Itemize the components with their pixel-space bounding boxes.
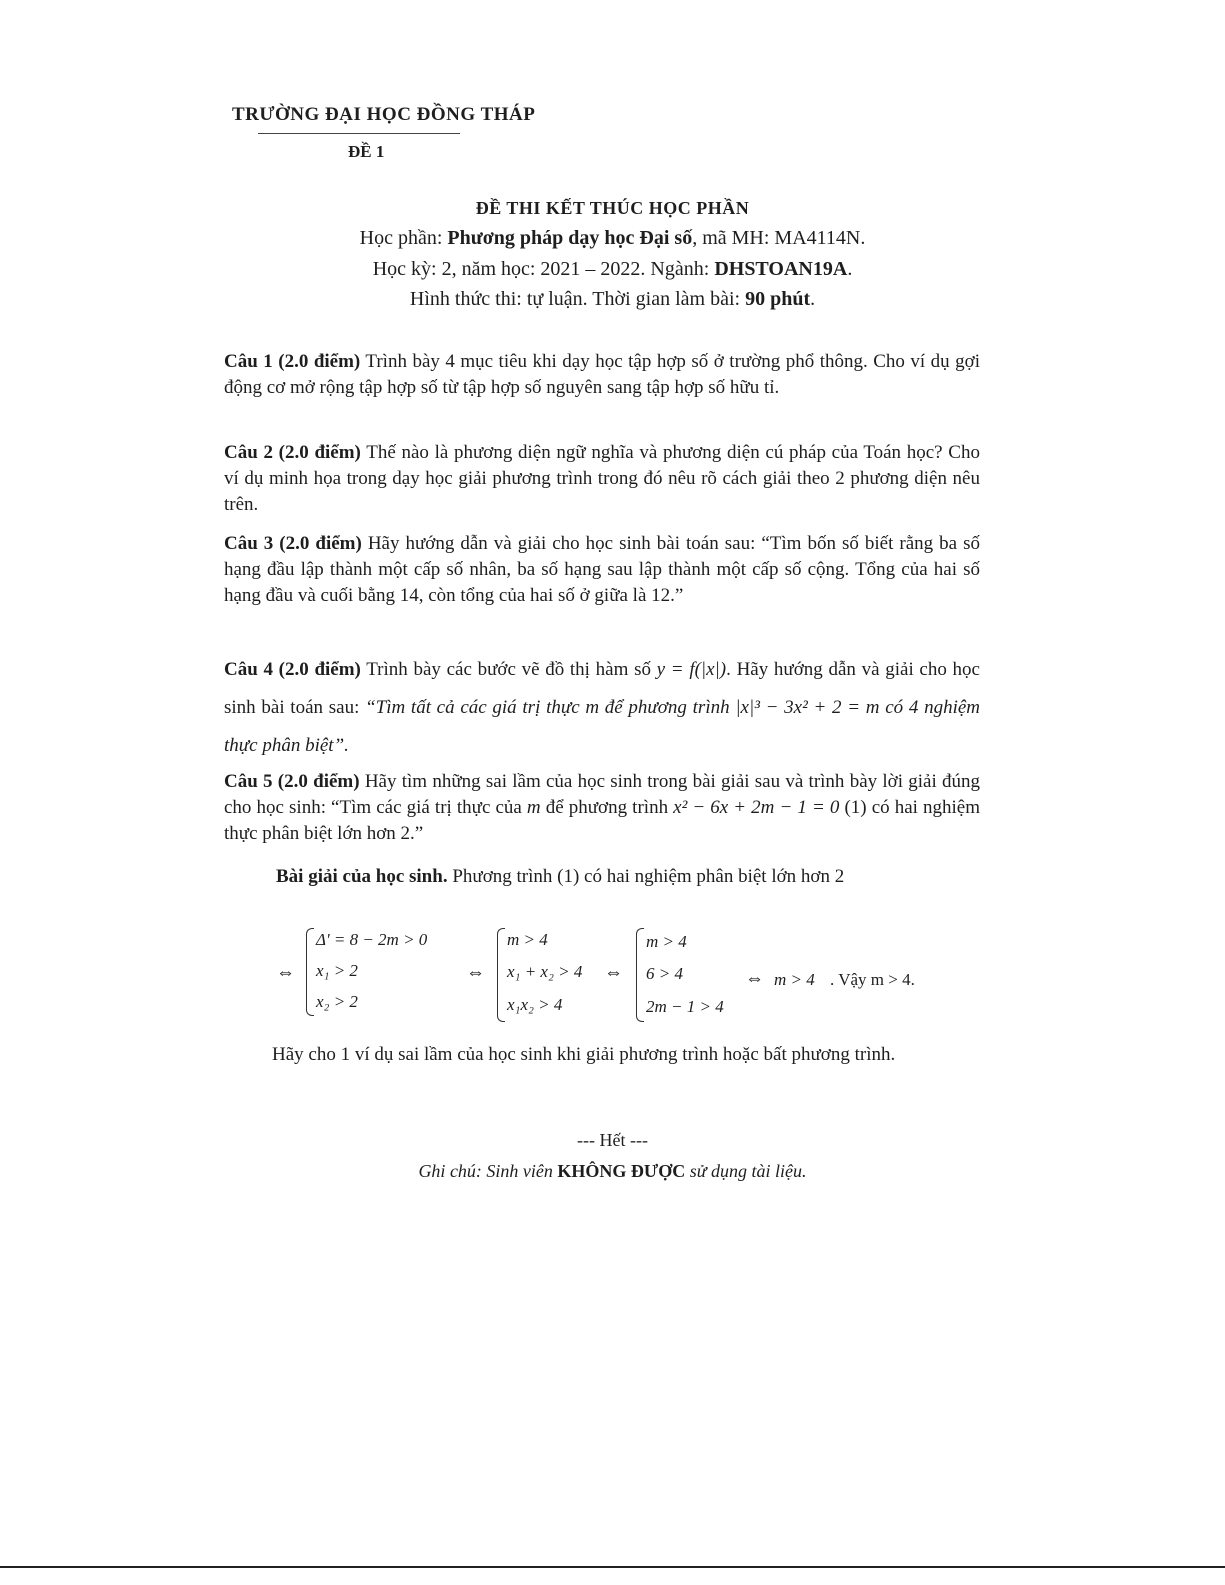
final-result: m > 4: [774, 970, 815, 989]
system-3-line: m > 4: [646, 932, 687, 951]
conclusion: . Vậy m > 4.: [830, 970, 915, 989]
system-brace: [636, 928, 644, 1022]
end-marker: --- Hết ---: [577, 1130, 648, 1150]
student-solution-label: Bài giải của học sinh.: [276, 866, 448, 887]
question-1: Câu 1 (2.0 điểm) Trình bày 4 mục tiêu khi dạy học tập hợp số ở trường phổ thông. Cho ví dụ gợi động cơ mở rộng tập hợp số từ tập hợp số nguyên sang tập hợp số hữu tỉ.: [224, 351, 980, 398]
course-line: Học phần: Phương pháp dạy học Đại số, mã MH: MA4114N.: [359, 227, 866, 249]
math-formula: |x|³ − 3x² + 2 = m: [735, 697, 880, 718]
exam-code: ĐỀ 1: [348, 142, 385, 161]
system-3-line: 2m − 1 > 4: [646, 997, 724, 1016]
question-label: Câu 1 (2.0 điểm): [224, 351, 361, 372]
footer-note: Ghi chú: Sinh viên KHÔNG ĐƯỢC sử dụng tài liệu.: [418, 1161, 807, 1181]
system-brace: [497, 928, 505, 1022]
equivalence-arrow: ⇔: [745, 968, 764, 989]
question-2: Câu 2 (2.0 điểm) Thế nào là phương diện ngữ nghĩa và phương diện cú pháp của Toán học? Cho ví dụ minh họa trong dạy học giải phương trình trong đó nêu rõ cách giải theo 2 phương diện nêu trên.: [224, 442, 980, 515]
system-1-line: Δ' = 8 − 2m > 0: [316, 930, 428, 949]
question-3: Câu 3 (2.0 điểm) Hãy hướng dẫn và giải cho học sinh bài toán sau: “Tìm bốn số biết rằng ba số hạng đầu lập thành một cấp số nhân, ba số hạng sau lập thành một cấp số cộng. Tổng của hai số hạng đầu và cuối bằng 14, còn tổng của hai số ở giữa là 12.”: [224, 533, 980, 606]
major: DHSTOAN19A: [714, 258, 848, 280]
question-label: Câu 3 (2.0 điểm): [224, 533, 362, 554]
footer-note-emphasis: KHÔNG ĐƯỢC: [557, 1161, 686, 1181]
equivalence-arrow: ⇔: [604, 962, 623, 983]
term-line: Học kỳ: 2, năm học: 2021 – 2022. Ngành: DHSTOAN19A.: [372, 258, 853, 280]
equivalence-arrow: ⇔: [276, 962, 295, 983]
system-2-line: x₁ + x₂ > 4: [507, 962, 583, 981]
course-name: Phương pháp dạy học Đại số: [447, 227, 693, 249]
system-3-line: 6 > 4: [646, 964, 683, 983]
format-line: Hình thức thi: tự luận. Thời gian làm bài: 90 phút.: [409, 288, 816, 310]
question-label: Câu 5 (2.0 điểm): [224, 771, 360, 792]
system-2-line: m > 4: [507, 930, 548, 949]
equivalence-arrow: ⇔: [466, 962, 485, 983]
followup-question: Hãy cho 1 ví dụ sai lầm của học sinh khi giải phương trình hoặc bất phương trình.: [272, 1044, 896, 1065]
student-solution-intro: Bài giải của học sinh. Phương trình (1) có hai nghiệm phân biệt lớn hơn 2: [276, 866, 845, 887]
duration: 90 phút: [745, 288, 811, 310]
system-brace: [306, 928, 314, 1016]
question-label: Câu 2 (2.0 điểm): [224, 442, 361, 463]
question-5: Câu 5 (2.0 điểm) Hãy tìm những sai lầm của học sinh trong bài giải sau và trình bày lời giải đúng cho học sinh: “Tìm các giá trị thực của m để phương trình x² − 6x + 2m − 1 = 0 (1) có hai nghiệm thực phân biệt lớn hơn 2.”: [224, 771, 980, 844]
math-formula: x² − 6x + 2m − 1 = 0: [673, 797, 840, 818]
system-1-line: x₁ > 2: [316, 961, 358, 980]
school-name: TRƯỜNG ĐẠI HỌC ĐỒNG THÁP: [232, 104, 536, 125]
system-1-line: x₂ > 2: [316, 992, 358, 1011]
math-formula: y = f(|x|): [656, 659, 727, 680]
page-bottom-border: [0, 1566, 1225, 1568]
question-label: Câu 4 (2.0 điểm): [224, 659, 361, 680]
system-2-line: x₁x₂ > 4: [507, 995, 563, 1014]
exam-title: ĐỀ THI KẾT THÚC HỌC PHẦN: [475, 198, 750, 218]
header-divider: [258, 133, 460, 134]
question-4: Câu 4 (2.0 điểm) Trình bày các bước vẽ đồ thị hàm số y = f(|x|). Hãy hướng dẫn và giải cho học sinh bài toán sau: “Tìm tất cả các giá trị thực m để phương trình |x|³ − 3x² + 2 = m có 4 nghiệm thực phân biệt”.: [224, 659, 981, 756]
